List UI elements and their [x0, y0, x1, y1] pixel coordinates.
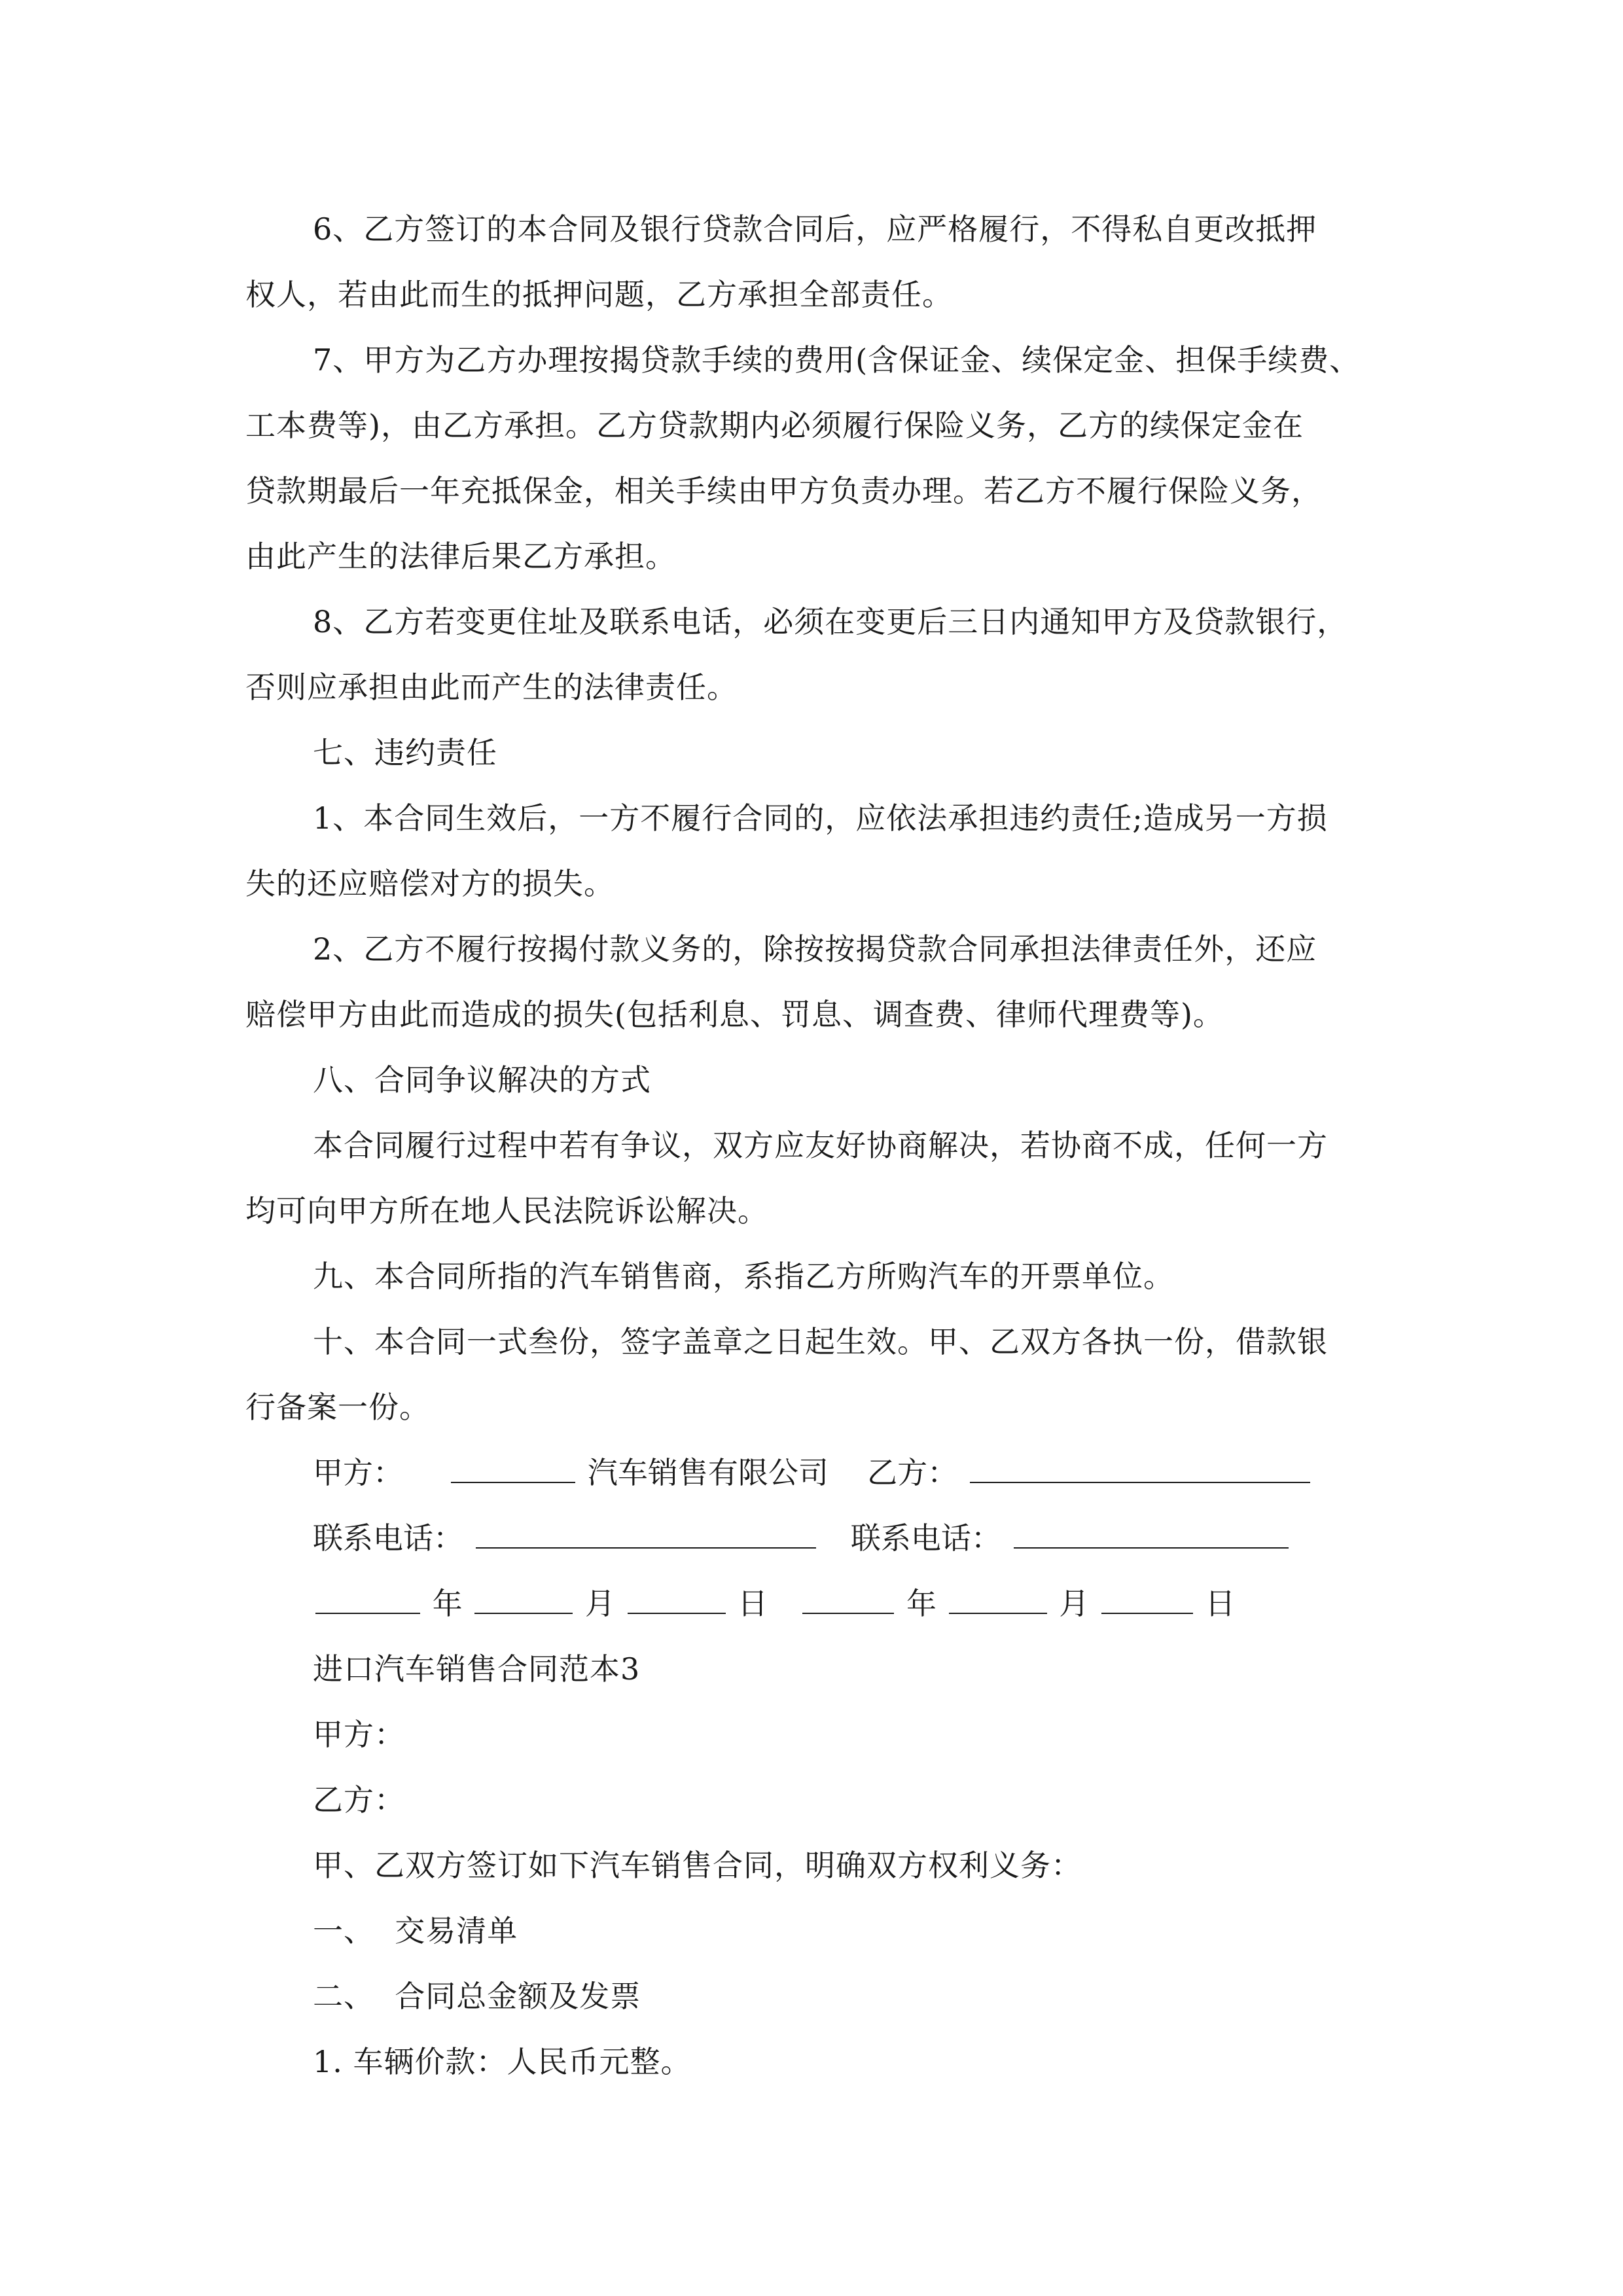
clause-7-line-1: 7、甲方为乙方办理按揭贷款手续的费用(含保证金、续保定金、担保手续费、	[313, 342, 1361, 378]
party-b-label: 乙方：	[867, 1455, 958, 1490]
section-7-item-2-line-1: 2、乙方不履行按揭付款义务的，除按按揭贷款合同承担法律责任外，还应	[313, 931, 1317, 967]
clause-7-line-3: 贷款期最后一年充抵保金，相关手续由甲方负责办理。若乙方不履行保险义务，	[245, 473, 1322, 509]
clause-8-line-1: 8、乙方若变更住址及联系电话，必须在变更后三日内通知甲方及贷款银行，	[313, 604, 1348, 639]
day-a-label: 日	[738, 1586, 768, 1621]
document-body	[245, 196, 1397, 2094]
template-3-intro: 甲、乙双方签订如下汽车销售合同，明确双方权利义务：	[313, 1848, 1082, 1883]
clause-7-line-4: 由此产生的法律后果乙方承担。	[245, 539, 676, 574]
clause-7-line-2: 工本费等)，由乙方承担。乙方贷款期内必须履行保险义务，乙方的续保定金在	[245, 408, 1304, 443]
month-a-blank	[474, 1584, 573, 1614]
section-7-item-2-line-2: 赔偿甲方由此而造成的损失(包括利息、罚息、调查费、律师代理费等)。	[245, 997, 1224, 1032]
section-7-title: 七、违约责任	[313, 735, 497, 770]
signature-party-row	[245, 1440, 1397, 1505]
section-8-title: 八、合同争议解决的方式	[313, 1062, 651, 1098]
month-a-label: 月	[584, 1586, 615, 1621]
template-3-title: 进口汽车销售合同范本3	[313, 1651, 641, 1687]
clause-6-line-1: 6、乙方签订的本合同及银行贷款合同后，应严格履行，不得私自更改抵押	[313, 211, 1317, 247]
signature-date-row	[245, 1571, 1397, 1636]
party-a-blank	[451, 1453, 575, 1483]
signature-phone-row	[245, 1505, 1397, 1571]
day-a-blank	[628, 1584, 726, 1614]
phone-label-a: 联系电话：	[313, 1520, 463, 1556]
clause-8-line-2: 否则应承担由此而产生的法律责任。	[245, 670, 738, 705]
section-10-line-2: 行备案一份。	[245, 1390, 430, 1425]
year-a-blank	[315, 1584, 420, 1614]
template-3-party-b: 乙方：	[313, 1782, 405, 1818]
section-10-line-1: 十、本合同一式叁份，签字盖章之日起生效。甲、乙双方各执一份，借款银	[313, 1324, 1328, 1359]
party-a-label: 甲方：	[313, 1455, 403, 1490]
party-b-blank	[970, 1453, 1310, 1483]
template-3-item-2-1: 1. 车辆价款：人民币元整。	[313, 2044, 692, 2079]
day-b-blank	[1101, 1584, 1193, 1614]
year-b-blank	[802, 1584, 894, 1614]
section-7-item-1-line-2: 失的还应赔偿对方的损失。	[245, 866, 615, 901]
phone-label-b: 联系电话：	[850, 1520, 1001, 1556]
phone-b-blank	[1014, 1518, 1289, 1549]
month-b-label: 月	[1059, 1586, 1090, 1621]
template-3-item-1: 一、 交易清单	[313, 1913, 518, 1948]
day-b-label: 日	[1205, 1586, 1236, 1621]
section-7-item-1-line-1: 1、本合同生效后，一方不履行合同的，应依法承担违约责任;造成另一方损	[313, 800, 1328, 836]
month-b-blank	[949, 1584, 1047, 1614]
template-3-item-2: 二、 合同总金额及发票	[313, 1979, 641, 2014]
section-8-line-2: 均可向甲方所在地人民法院诉讼解决。	[245, 1193, 768, 1229]
clause-6-line-2: 权人，若由此而生的抵押问题，乙方承担全部责任。	[245, 277, 953, 312]
year-a-label: 年	[432, 1586, 463, 1621]
section-8-line-1: 本合同履行过程中若有争议，双方应友好协商解决，若协商不成，任何一方	[313, 1128, 1328, 1163]
year-b-label: 年	[906, 1586, 936, 1621]
template-3-party-a: 甲方：	[313, 1717, 405, 1752]
phone-a-blank	[476, 1518, 816, 1549]
section-9: 九、本合同所指的汽车销售商，系指乙方所购汽车的开票单位。	[313, 1259, 1174, 1294]
party-a-company: 汽车销售有限公司	[587, 1455, 829, 1490]
